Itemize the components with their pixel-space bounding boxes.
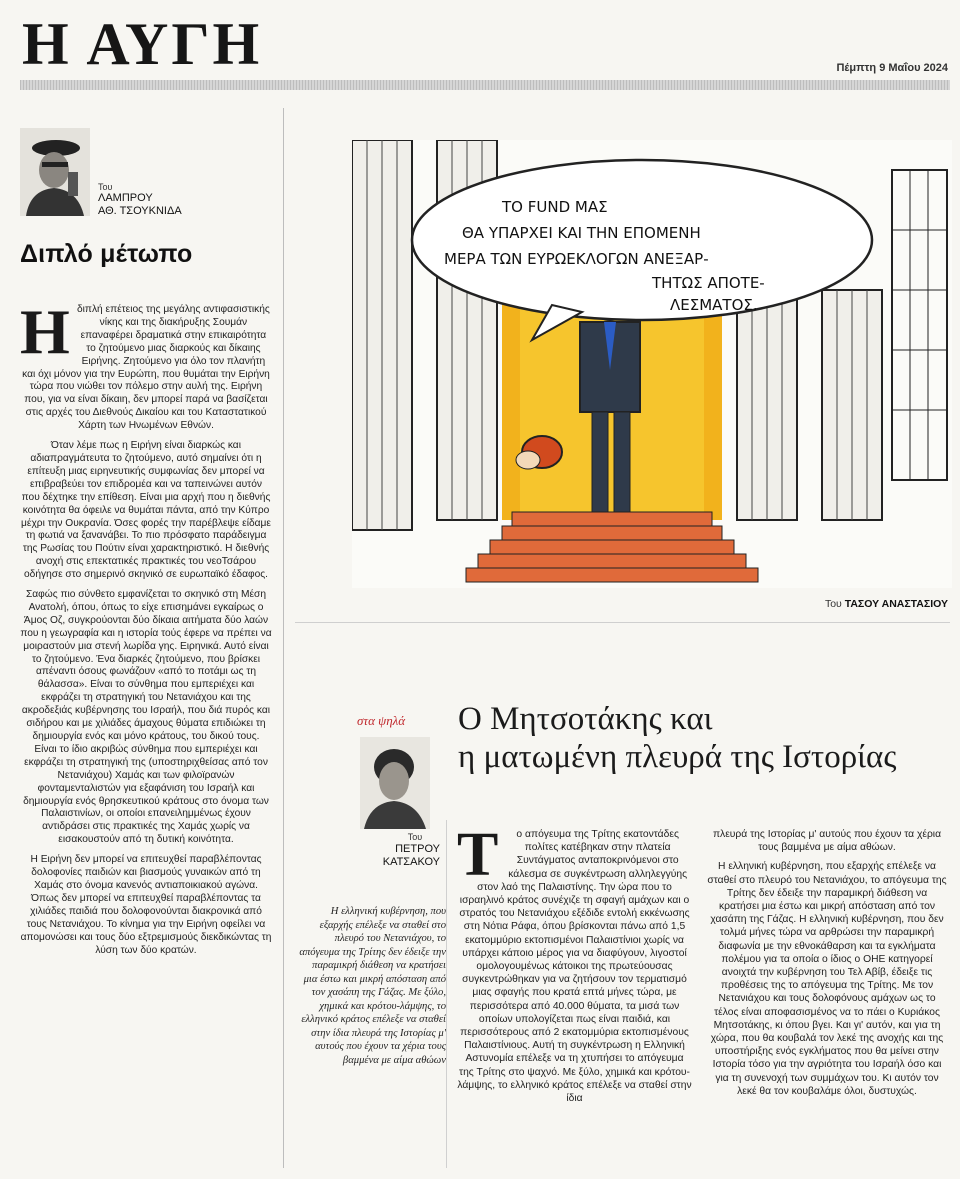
column-title: Διπλό μέτωπο <box>20 240 193 268</box>
drop-cap: Τ <box>457 821 499 889</box>
article-headline <box>458 700 948 776</box>
column-paragraph: Ηδιπλή επέτειος της μεγάλης αντιφασιστικής νίκης και της διακήρυξης Σουμάν επαναφέρει δραματικά στην επικαιρότητα το ζητούμενο μιας διαρκούς και δίκαιης Ειρήνης. Ζητούμενο για όλο τον πλανήτη και όχι μόνον για την Ευρώπη, που θυμάται την Ειρήνη τώρα που νιώθει τον πόλεμο στην αυλή της. Ειρήνη που, για να είναι δίκαιη, δεν μπορεί παρά να βασίζεται στις αρχές του Διεθνούς Δικαίου και του Καταστατικού Χάρτη των Ηνωμένων Εθνών. <box>20 296 270 432</box>
author-first-name: ΛΑΜΠΡΟΥ <box>98 192 153 204</box>
cartoon-credit <box>825 598 948 610</box>
opinion-column <box>20 110 272 1170</box>
author-photo <box>20 128 90 216</box>
section-divider <box>295 622 950 623</box>
issue-date: Πέμπτη 9 Μαΐου 2024 <box>836 62 948 74</box>
column-divider <box>283 108 284 1168</box>
column-paragraph: Όταν λέμε πως η Ειρήνη είναι διαρκώς και αδιαπραγμάτευτα το ζητούμενο, αυτό σημαίνει ότι η επίτευξη μιας ειρηνευτικής συμφωνίας δεν μπορεί να επιβραβεύει τον επιδρομέα και να ταπεινώνει αυτόν που δέχτηκε την επίθεση. Είναι μια αρχή που η διεθνής κοινότητα θα όφειλε να θυμάται πάντα, από την Κύπρο μέχρι την Ουκρανία. Όσες φορές την παρέβλεψε είδαμε τη φωτιά να ξανανάβει. Το πιο πρόσφατο παράδειγμα της Ρωσίας του Πούτιν είναι χαρακτηριστικό. Η διεθνής ανοχή στις επεκτατικές πρακτικές του νεοΤσάρου οδήγησε στο σημερινό σκηνικό σε ευρωπαϊκό έδαφος. <box>21 440 271 581</box>
political-cartoon <box>352 140 952 588</box>
article-paragraph: πλευρά της Ιστορίας μ' αυτούς που έχουν τα χέρια τους βαμμένα με αίμα αθώων. <box>712 829 942 854</box>
headline-line: η ματωμένη πλευρά της Ιστορίας <box>458 739 897 775</box>
column-body <box>20 296 272 964</box>
article-body-column <box>706 828 948 1104</box>
newspaper-masthead: Η ΑΥΓΗ <box>22 11 263 77</box>
masthead-rule <box>20 80 950 90</box>
author-last-name: ΑΘ. ΤΣΟΥΚΝΙΔΑ <box>98 205 182 217</box>
headline-line: Ο Μητσοτάκης και <box>458 701 713 737</box>
speech-line: ΘΑ ΥΠΑΡΧΕΙ ΚΑΙ ΤΗΝ ΕΠΟΜΕΝΗ <box>462 224 701 242</box>
column-divider <box>446 820 447 1168</box>
author-name <box>98 192 182 218</box>
author-name <box>350 843 440 869</box>
speech-line: ΜΕΡΑ ΤΩΝ ΕΥΡΩΕΚΛΟΓΩΝ ΑΝΕΞΑΡ- <box>444 250 709 268</box>
article-paragraph: Η ελληνική κυβέρνηση, που εξαρχής επέλεξε να σταθεί στο πλευρό του Νετανιάχου, το απόγευμα της Τρίτης δεν έδειξε την παραμικρή διάθεση να κρατήσει μια έστω και μικρή απόσταση από τον χασάπη της Γάζας. Η ελληνική κυβέρνηση, που δεν τολμά μήνες τώρα να αρθρώσει την παραμικρή διαφωνία με την εθνοκάθαρση και τα εγκλήματα πολέμου για τα οποία ο ίδιος ο ΟΗΕ κατηγορεί ανοιχτά την κυβέρνηση του Τελ Αβίβ, έδειξε τις προθέσεις της το απόγευμα της Τρίτης. Με τον Νετανιάχου και τους δολοφόνους αμάχων ως το τέλος είναι αποφασισμένος να το πάει ο Κυριάκος Μητσοτάκης, κι όπου βγει. Και γι' αυτόν, και για τη χώρα, που θα κουβαλά τον λεκέ της ανοχής και της υποστήριξης ενός εγκλήματος που θα μείνει στην Ιστορία τόσο για την αγριότητα του Ισραήλ όσο και για τη συνενοχή των συμμάχων του. Κι αυτόν τον λεκέ θα τον κουβαλάμε όλοι, δυστυχώς. <box>707 861 947 1097</box>
section-kicker: στα ψηλά <box>357 713 406 728</box>
speech-line: ΤΟ FUND ΜΑΣ <box>502 198 608 216</box>
drop-cap: Η <box>20 296 70 367</box>
author-label: Του <box>98 182 113 192</box>
cartoon-credit-label: Του <box>824 598 842 610</box>
author-label: Του <box>407 832 423 842</box>
column-paragraph: Η Ειρήνη δεν μπορεί να επιτευχθεί παραβλέποντας δολοφονίες παιδιών και βιασμούς γυναικών από τη Χαμάς στο όνομα κανενός αντιαποικιακού αγώνα. Όπως δεν μπορεί να επιτευχθεί παραβλέποντας τα χιλιάδες παιδιά που δολοφονούνται διακρονικά από τους Νετανιάχου. Το κίνημα για την Ειρήνη οφείλει να απομονώσει και τους δύο εξτρεμισμούς διεκδικώντας τη λύση των δύο κρατών. <box>20 854 272 956</box>
cartoonist-name: ΤΑΣΟΥ ΑΝΑΣΤΑΣΙΟΥ <box>844 598 948 610</box>
speech-line: ΤΗΤΩΣ ΑΠΟΤΕ- <box>652 274 765 292</box>
article-paragraph: Τ ο απόγευμα της Τρίτης εκατοντάδες πολίτες κατέβηκαν στην πλατεία Συντάγματος ανταποκρινόμενοι στο κάλεσμα σε συγκέντρωση αλληλεγγύης στον λαό της Παλαιστίνης. Την ώρα που το ισραηλινό κράτος συνέχιζε τη σφαγή αμάχων και ο στρατός του Νετανιάχου εξέδιδε εντολή εκκένωσης στη Νότια Ράφα, όπου βρίσκονται πάνω από 1,5 εκατομμύριο εκτοπισμένοι Παλαιστίνιοι χωρίς να υπάρχει κάποιο μέρος για να διαφύγουν, λιγοστοί ομολογουμένως κάτοικοι της πρωτεύουσας συγκεντρώθηκαν για να ζητήσουν τον τερματισμό μιας σφαγής που κρατά επτά μήνες τώρα, με περισσότερα από 40.000 θύματα, τα μισά των οποίων υπολογίζεται πως είναι παιδιά, και περισσότερους από 2 εκατομμύρια εκτοπισμένους Παλαιστίνιους. Αυτή τη συγκέντρωση η Ελληνική Αστυνομία επέλεξε να τη χτυπήσει το απόγευμα της Τρίτης στο ψαχνό. Με ξύλο, χημικά και κρότου-λάμψης, το ελληνικό κράτος επέλεξε να σταθεί στην ίδια <box>457 821 692 1105</box>
column-paragraph: Σαφώς πιο σύνθετο εμφανίζεται το σκηνικό στη Μέση Ανατολή, όπου, όπως το είχε επισημάνει εγκαίρως ο Άμος Οζ, συγκρούονται δύο δίκαια αιτήματα δύο λαών που η γεωγραφία και η ιστορία τούς έφερε να πρέπει να μοιραστούν μια στενή λωρίδα γης. Ειρηνικά. Αυτό είναι το ζητούμενο. Ένα διαρκές ζητούμενο, που βρίσκει απέναντι όσους φωνάζουν «από το ποτάμι ως τη θάλασσα». Είναι το σύνθημα που εμπεριέχει και εκφράζει τη στρατηγική του Νετανιάχου και της ακροδεξιάς κυβέρνησης του Ισραήλ, που διά πυρός και σιδήρου και με χιλιάδες άμαχους θύματα επιδιώκει τη δημιουργία ενός και μόνο κράτους, του δικού τους. Είναι το ίδιο ακριβώς σύνθημα που εμπεριέχει και εκφράζει τη στρατηγική της (υποστηριχθείσας από τον Νετανιάχου) Χαμάς και των φιλοϊρανών φονταμενταλιστών για εξαφάνιση του Ισραήλ και δημιουργία ενός θρησκευτικού κράτους στο όνομα των Παλαιστινίων, οι οποίοι επανειλημμένως έχουν αντιδράσει στις πρακτικές της Χαμάς χωρίς να εισακουστούν από τη δυτική κοινότητα. <box>20 589 272 846</box>
author-last-name: ΚΑΤΣΑΚΟΥ <box>382 856 440 868</box>
author-photo <box>360 737 430 829</box>
author-first-name: ΠΕΤΡΟΥ <box>395 843 440 855</box>
speech-line: ΛΕΣΜΑΤΟΣ. <box>670 296 758 314</box>
pull-quote: Η ελληνική κυβέρνηση, που εξαρχής επέλεξε να σταθεί στο πλευρό του Νετανιάχου, το απόγευμα της Τρίτης δεν έδειξε την παραμικρή διάθεση να κρατήσει μια έστω και μικρή απόσταση από τον χασάπη της Γάζας. Με ξύλο, χημικά και κρότου-λάμψης, το ελληνικό κράτος επέλεξε να σταθεί στην ίδια πλευρά της Ιστορίας μ' αυτούς που έχουν τα χέρια τους βαμμένα με αίμα αθώων <box>299 906 446 1066</box>
article-body-column <box>457 821 692 1111</box>
